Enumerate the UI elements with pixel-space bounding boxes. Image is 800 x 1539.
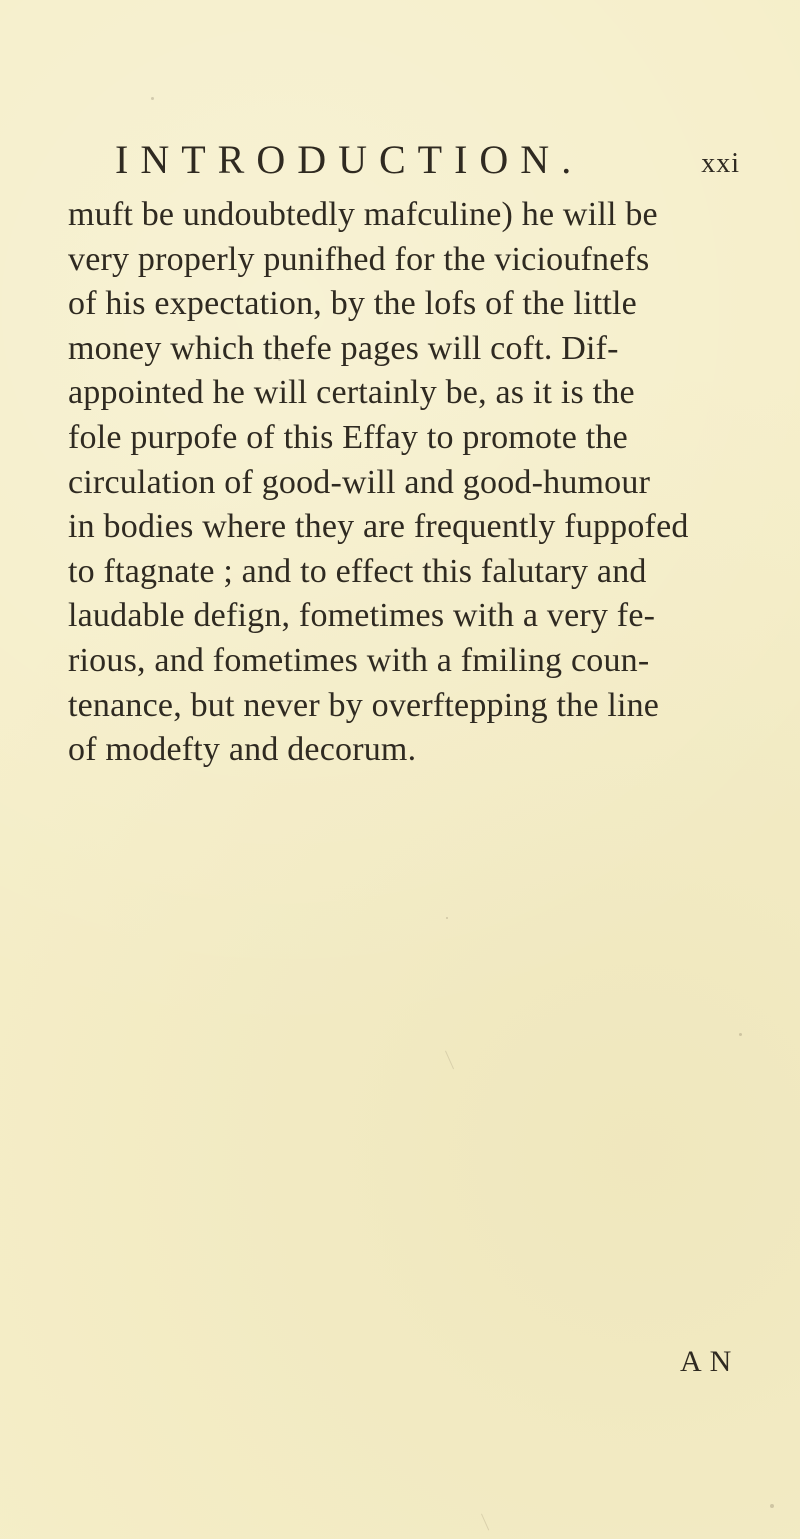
text-line: appointed he will certainly be, as it is the — [68, 374, 635, 412]
running-head: INTRODUCTION. — [115, 137, 584, 182]
paper-streak — [445, 1051, 454, 1070]
paper-streak — [481, 1514, 489, 1531]
text-line: to ftagnate ; and to effect this falutary and — [68, 552, 647, 590]
body-text — [68, 193, 718, 773]
text-line: very properly punifhed for the vicioufnefs — [68, 240, 650, 278]
paper-speck — [739, 1033, 742, 1036]
text-line: rious, and fometimes with a fmiling coun- — [68, 641, 650, 679]
text-line: of his expectation, by the lofs of the little — [68, 285, 637, 323]
text-line: in bodies where they are frequently fuppofed — [68, 508, 689, 546]
text-line: laudable defign, fometimes with a very fe- — [68, 597, 656, 635]
text-line: of modefty and decorum. — [68, 731, 417, 769]
text-line: muft be undoubtedly mafculine) he will be — [68, 196, 658, 233]
page-header — [115, 137, 740, 190]
paper-speck — [278, 358, 281, 361]
catchword: AN — [680, 1345, 740, 1378]
paper-speck — [770, 1504, 774, 1508]
text-line: circulation of good-will and good-humour — [68, 463, 651, 501]
text-line: tenance, but never by overftepping the line — [68, 686, 660, 724]
text-line: fole purpofe of this Effay to promote the — [68, 418, 628, 456]
text-line: money which thefe pages will coft. Dif- — [68, 329, 619, 367]
page-number: xxi — [701, 148, 740, 179]
paper-speck — [151, 97, 154, 100]
paper-speck — [446, 917, 448, 919]
